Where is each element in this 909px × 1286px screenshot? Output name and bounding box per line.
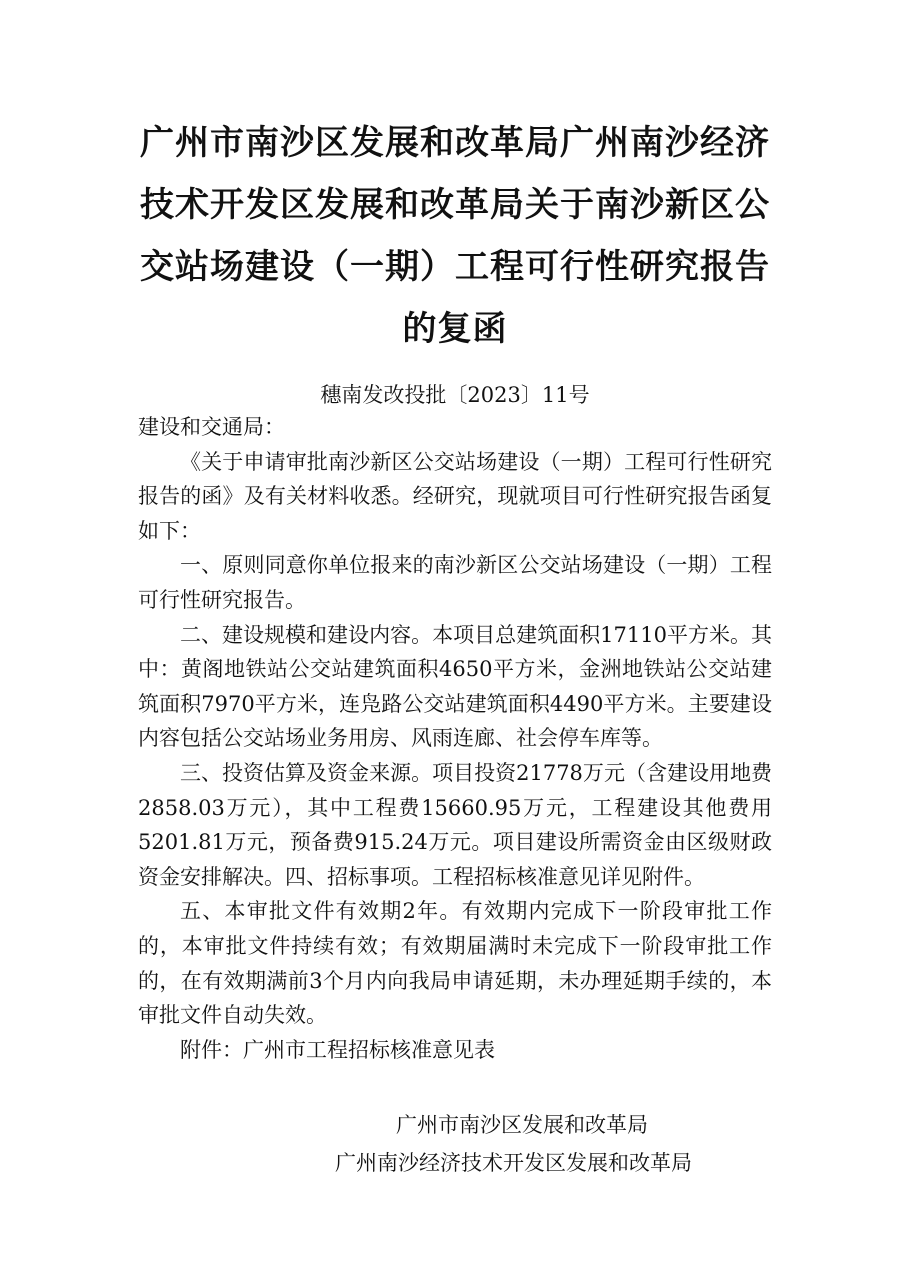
paragraph-validity: 五、本审批文件有效期2年。有效期内完成下一阶段审批工作的，本审批文件持续有效；有效期届满时未完成下一阶段审批工作的，在有效期满前3个月内向我局申请延期，未办理延期手续的，本审批文件自动失效。 bbox=[138, 899, 772, 1028]
document-title: 广州市南沙区发展和改革局广州南沙经济技术开发区发展和改革局关于南沙新区公交站场建设（一期）工程可行性研究报告的复函 bbox=[140, 123, 770, 349]
attachment-note: 附件：广州市工程招标核准意见表 bbox=[180, 1037, 495, 1062]
paragraph-approval: 一、原则同意你单位报来的南沙新区公交站场建设（一期）工程可行性研究报告。 bbox=[138, 553, 772, 612]
document-body bbox=[138, 410, 772, 1067]
paragraph-intro: 《关于申请审批南沙新区公交站场建设（一期）工程可行性研究报告的函》及有关材料收悉。经研究，现就项目可行性研究报告函复如下： bbox=[138, 449, 772, 543]
signature-district-bureau: 广州市南沙区发展和改革局 bbox=[396, 1113, 648, 1137]
addressee: 建设和交通局： bbox=[138, 415, 285, 439]
signature-development-zone-bureau: 广州南沙经济技术开发区发展和改革局 bbox=[335, 1151, 692, 1175]
document-number: 穗南发改投批〔2023〕11号 bbox=[320, 383, 590, 407]
paragraph-scale: 二、建设规模和建设内容。本项目总建筑面积17110平方米。其中：黄阁地铁站公交站建筑面积4650平方米，金洲地铁站公交站建筑面积7970平方米，连凫路公交站建筑面积4490平方米。主要建设内容包括公交站场业务用房、风雨连廊、社会停车库等。 bbox=[138, 622, 772, 751]
paragraph-investment: 三、投资估算及资金来源。项目投资21778万元（含建设用地费2858.03万元），其中工程费15660.95万元，工程建设其他费用5201.81万元，预备费915.24万元。项目建设所需资金由区级财政资金安排解决。四、招标事项。工程招标核准意见详见附件。 bbox=[138, 760, 772, 889]
